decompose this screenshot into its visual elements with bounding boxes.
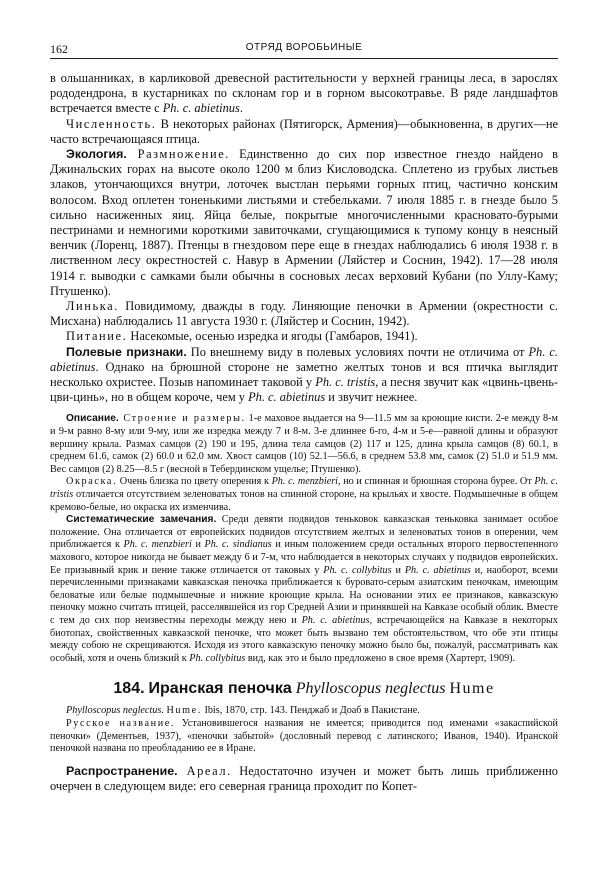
- synonym-latin: Phylloscopus neglectus.: [66, 705, 164, 717]
- distribution-paragraph: [50, 764, 558, 794]
- systematic-latin-f: Ph. collybitus: [189, 652, 246, 664]
- molt-label: Линька.: [66, 299, 119, 314]
- coloring-latin-a: Ph. c. menzbieri: [271, 476, 339, 488]
- page-header: [50, 40, 558, 59]
- species-author: Hume: [449, 680, 495, 698]
- systematic-latin-b: Ph. c. sindianus: [204, 539, 272, 551]
- page-body: [50, 71, 558, 794]
- field-text-b: . Однако на брюшной стороне не заметно желтых тонов и вся птичка выглядит несколько охристее. Позыв напоминает таковой у: [50, 359, 558, 390]
- synonym-text: Ibis, 1870, стр. 143. Пенджаб и Доаб в Пакистане.: [201, 705, 420, 717]
- coloring-text-c: отличается отсутствием зеленоватых тонов на спинной стороне, на крыльях и хвосте. Подмышечные в общем кремово-белые, но окраска их изменчива.: [50, 489, 558, 513]
- field-latin-a: Ph. c. abietinus: [50, 344, 558, 374]
- systematic-paragraph: [50, 514, 558, 665]
- species-name: Иранская пеночка: [148, 680, 292, 698]
- ecology-text: Единственно до сих пор известное гнездо найдено в Джинальских горах на высоте около 1200 м близ Кисловодска. Сплетено из грубых листьев злаков, утончающихся внутри, лоточек выстлан перьями горных птиц, частично конским волосом. Вход оплетен тоненькими листьями и стебельками. 7 июля 1885 г. в гнезде было 5 сильно насиженных яиц. Яйца белые, покрытые многочисленными красновато-бурыми пестринами и немногими короткими завиточками, сгущающимися к тупому концу в неясный венчик (Лоренц, 1887). Птенцы в гнездовом пере еще в гнездах наблюдались 6 июля 1938 г. в лиственном лесу окрестностей с. Навур в Армении (Ляйстер и Соснин, 1942). 17—28 июля 1914 г. выводки с самками были обычны в сосновых лесах верховий Кубани (по Уллу-Каму; Птушенко).: [50, 147, 558, 298]
- field-latin-b: Ph. c. tristis: [315, 375, 376, 390]
- field-text-d: и звучит нежнее.: [325, 390, 418, 405]
- habitat-text: в ольшанниках, в карликовой древесной растительности у верхней границы леса, в зарослях рододендрона, в кустарниках по склонам гор и в горном высокотравье. В ряде ландшафтов встречается вместе с: [50, 71, 558, 116]
- ecology-label: Экология.: [66, 147, 127, 162]
- russian-name-text: Установившегося названия не имеется; приводится под именами «закаспийской пеночки» (Дементьев, 1937), «пеночки забытой» (дословный перевод с латинского; Иванов, 1940). Иранской пеночкой названа по преобладанию ее в Иране.: [50, 717, 559, 755]
- species-heading: [50, 679, 558, 699]
- systematic-text-g: вид, как это и было предложено в свое время (Хартерт, 1909).: [245, 652, 516, 664]
- species-number: 184.: [113, 680, 145, 698]
- food-paragraph: [50, 329, 558, 344]
- synonym-author: Hume.: [166, 705, 202, 717]
- habitat-paragraph: [50, 71, 558, 117]
- food-text: Насекомые, осенью изредка и ягоды (Гамбаров, 1941).: [127, 329, 418, 344]
- molt-paragraph: [50, 299, 558, 329]
- distribution-text: Недостаточно изучен и может быть лишь приближенно очерчен в следующем виде: его северная граница проходит по Копет-: [50, 763, 558, 793]
- numbers-label: Численность.: [66, 116, 157, 131]
- distribution-label: Распространение.: [66, 763, 178, 778]
- systematic-text-f: , встречающейся на Кавказе в некоторых биотопах, свойственных кавказской пеночке, что может быть вызвано тем обстоятельством, что обе эти птицы между собою не скрещиваются. Исходя из этого кавказскую пеночку можно было бы, пожалуй, рассматривать как особый, хотя и очень близкий к: [50, 614, 558, 664]
- habitat-text-end: .: [239, 101, 243, 116]
- description-text: 1-е маховое выдается на 9—11.5 мм за кроющие кисти. 2-е между 8-м и 9-м равно 8-му или 9-му, или же изредка между 7 и 8-м. 3-е длиннее 6-го, 4-м и 5-е—равной длины и образуют вершину крыла. Размах самцов (2) 190 и 195, длина тела самцов (2) 117 и 125, длина крыла самцов (8) 60.1, в среднем 61.6, самок (2) 60.0 и 62.0 мм. Хвост самцов (10) 52.1—56.6, в среднем 53.8 мм, самок (2) 51.0 и 51.9 мм. Вес самцов (2) 8.25—8.5 г (весной в Тебердинском ущелье; Птушенко).: [50, 413, 558, 475]
- coloring-text-a: Очень близка по цвету оперения к: [117, 476, 272, 488]
- description-label: Описание.: [66, 413, 119, 425]
- description-paragraph: [50, 413, 558, 476]
- species-latin-name: Phylloscopus neglectus: [295, 680, 446, 698]
- systematic-text-e: и, наоборот, всеми перечисленными признаками кавказская пеночка приближается к буровато-серым азиатским пеночкам, имеющим беловатые или белые подмышечные и нижние кроющие крыла. На основании этих ее признаков, кавказскую пеночку можно считать птицей, расселявшейся из гор Средней Азии и принявшей на Кавказе особый облик. Вместе с тем до сих пор неизвестны переходы между нею и: [50, 564, 558, 626]
- field-text-c: , а песня звучит как «цвинь-цвень-цви-цинь», но в общем короче, чем у: [50, 375, 558, 405]
- running-head: ОТРЯД ВОРОБЬИНЫЕ: [245, 42, 363, 53]
- numbers-paragraph: [50, 117, 558, 147]
- systematic-latin-c: Ph. c. collybitus: [323, 564, 392, 576]
- systematic-text-c: и иным положением среди остальных второго первостепенного махового, которое никогда не бывает между 6 и 7-м, что наблюдается в некоторых случаях у подвидов европейских. Ее призывный крик и пение также отличается от таковых у: [50, 539, 558, 576]
- systematic-latin-a: Ph. c. menzbieri: [123, 539, 192, 551]
- systematic-label: Систематические замечания.: [66, 514, 217, 526]
- field-latin-c: Ph. c. abietinus: [248, 390, 326, 405]
- ecology-paragraph: [50, 147, 558, 299]
- coloring-latin-b: Ph. c. tristis: [50, 476, 558, 501]
- coloring-text-b: , но и спинная и брюшная сторона бурее. От: [338, 476, 535, 488]
- structure-label: Строение и размеры.: [118, 413, 246, 425]
- numbers-text: В некоторых районах (Пятигорск, Армения)—обыкновенна, в других—не часто встречающаяся птица.: [50, 116, 558, 146]
- breeding-label: Размножение.: [126, 147, 231, 162]
- range-label: Ареал.: [177, 763, 232, 778]
- field-marks-paragraph: [50, 345, 558, 406]
- systematic-text-a: Среди девяти подвидов теньковок кавказская теньковка занимает особое положение. Она отличается от европейских подвидов отсутствием желтых и зеленоватых тонов в оперении, чем приближается к: [50, 514, 558, 551]
- systematic-latin-e: Ph. c. abietinus: [301, 614, 370, 626]
- systematic-text-b: и: [191, 539, 205, 551]
- field-text-a: По внешнему виду в полевых условиях почти не отличима от: [186, 344, 529, 359]
- systematic-latin-d: Ph. c. abietinus: [404, 564, 471, 576]
- russian-name-label: Русское название.: [66, 717, 176, 729]
- habitat-latin: Ph. c. abietinus: [162, 101, 240, 116]
- systematic-text-d: и: [391, 564, 405, 576]
- molt-text: Повидимому, дважды в году. Линяющие пеночки в Армении (окрестности с. Мисхана) наблюдались 11 августа 1930 г. (Ляйстер и Соснин, 1942).: [50, 299, 558, 329]
- coloring-label: Окраска.: [66, 476, 118, 488]
- food-label: Питание.: [66, 329, 128, 344]
- page-number: 162: [50, 42, 68, 56]
- synonym-paragraph: [50, 705, 558, 718]
- field-marks-label: Полевые признаки.: [66, 344, 187, 359]
- coloring-paragraph: [50, 476, 558, 514]
- russian-name-paragraph: [50, 718, 558, 756]
